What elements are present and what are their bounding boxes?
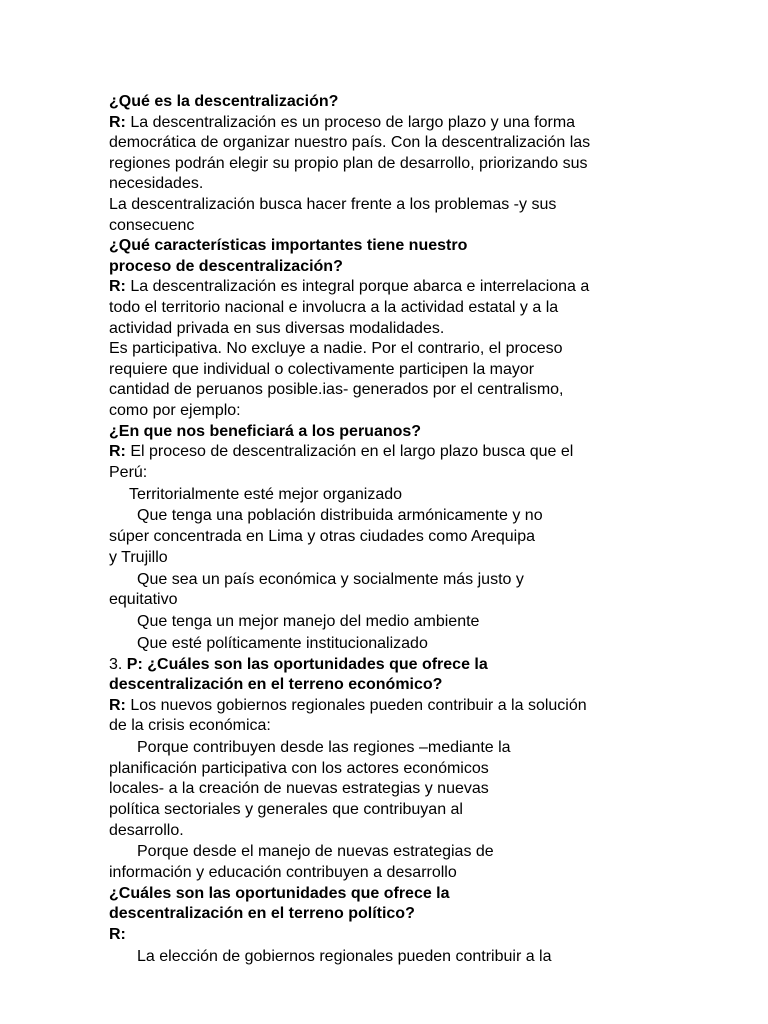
- list-item: La elección de gobiernos regionales pueden contribuir a la: [137, 947, 552, 965]
- answer-label: R:: [109, 696, 126, 714]
- answer-2-line: como por ejemplo:: [109, 401, 241, 419]
- question-number: 3.: [109, 655, 127, 673]
- question-4: descentralización en el terreno económico?: [109, 676, 443, 694]
- list-item-continued: súper concentrada en Lima y otras ciudades como Arequipa: [109, 528, 536, 546]
- answer-4-line: de la crisis económica:: [109, 717, 271, 735]
- answer-2-line: requiere que individual o colectivamente participen la mayor: [109, 360, 535, 378]
- answer-label: R:: [109, 113, 126, 131]
- answer-2-line: Es participativa. No excluye a nadie. Por el contrario, el proceso: [109, 340, 563, 358]
- list-item: Que esté políticamente institucionalizado: [137, 634, 428, 652]
- answer-3-line: R: El proceso de descentralización en el largo plazo busca que el: [109, 443, 574, 461]
- list-item: Que tenga una población distribuida armónicamente y no: [137, 507, 543, 525]
- list-item: Territorialmente esté mejor organizado: [129, 485, 403, 503]
- answer-label: R:: [109, 925, 126, 943]
- question-2: proceso de descentralización?: [109, 257, 343, 275]
- answer-3-line: Perú:: [109, 463, 148, 481]
- question-5: ¿Cuáles son las oportunidades que ofrece la: [109, 884, 450, 902]
- list-item-continued: desarrollo.: [109, 821, 184, 839]
- answer-1-line: R: La descentralización es un proceso de largo plazo y una forma: [109, 113, 576, 131]
- answer-2-line: cantidad de peruanos posible.ias- generados por el centralismo,: [109, 381, 564, 399]
- list-item-continued: y Trujillo: [109, 548, 168, 566]
- list-item-continued: planificación participativa con los actores económicos: [109, 759, 489, 777]
- answer-2-line: todo el territorio nacional e involucra a la actividad estatal y a la: [109, 298, 559, 316]
- list-item: Porque desde el manejo de nuevas estrategias de: [137, 843, 494, 861]
- answer-1-line: necesidades.: [109, 175, 204, 193]
- answer-1-line: La descentralización busca hacer frente a los problemas -y sus: [109, 195, 557, 213]
- list-item: Que tenga un mejor manejo del medio ambiente: [137, 613, 480, 631]
- list-item-continued: política sectoriales y generales que contribuyan al: [109, 800, 463, 818]
- answer-label: R:: [109, 443, 126, 461]
- question-3: ¿En que nos beneficiará a los peruanos?: [109, 422, 422, 440]
- list-item: Porque contribuyen desde las regiones –mediante la: [137, 739, 511, 757]
- answer-2-line: actividad privada en sus diversas modalidades.: [109, 319, 445, 337]
- answer-1-line: regiones podrán elegir su propio plan de desarrollo, priorizando sus: [109, 154, 588, 172]
- answer-1-line: consecuenc: [109, 216, 195, 234]
- list-item: Que sea un país económica y socialmente más justo y: [137, 570, 524, 588]
- question-1: ¿Qué es la descentralización?: [109, 93, 339, 110]
- answer-label: R:: [109, 278, 126, 296]
- answer-2-line: R: La descentralización es integral porque abarca e interrelaciona a: [109, 278, 590, 296]
- answer-1-line: democrática de organizar nuestro país. Con la descentralización las: [109, 134, 591, 152]
- list-item-continued: equitativo: [109, 591, 178, 609]
- list-item-continued: información y educación contribuyen a desarrollo: [109, 864, 457, 882]
- question-4: 3. P: ¿Cuáles son las oportunidades que ofrece la: [109, 655, 488, 673]
- question-2: ¿Qué características importantes tiene nuestro: [109, 237, 468, 255]
- document-body: [109, 92, 669, 967]
- answer-4-line: R: Los nuevos gobiernos regionales pueden contribuir a la solución: [109, 696, 587, 714]
- list-item-continued: locales- a la creación de nuevas estrategias y nuevas: [109, 780, 489, 798]
- question-5: descentralización en el terreno político?: [109, 905, 415, 923]
